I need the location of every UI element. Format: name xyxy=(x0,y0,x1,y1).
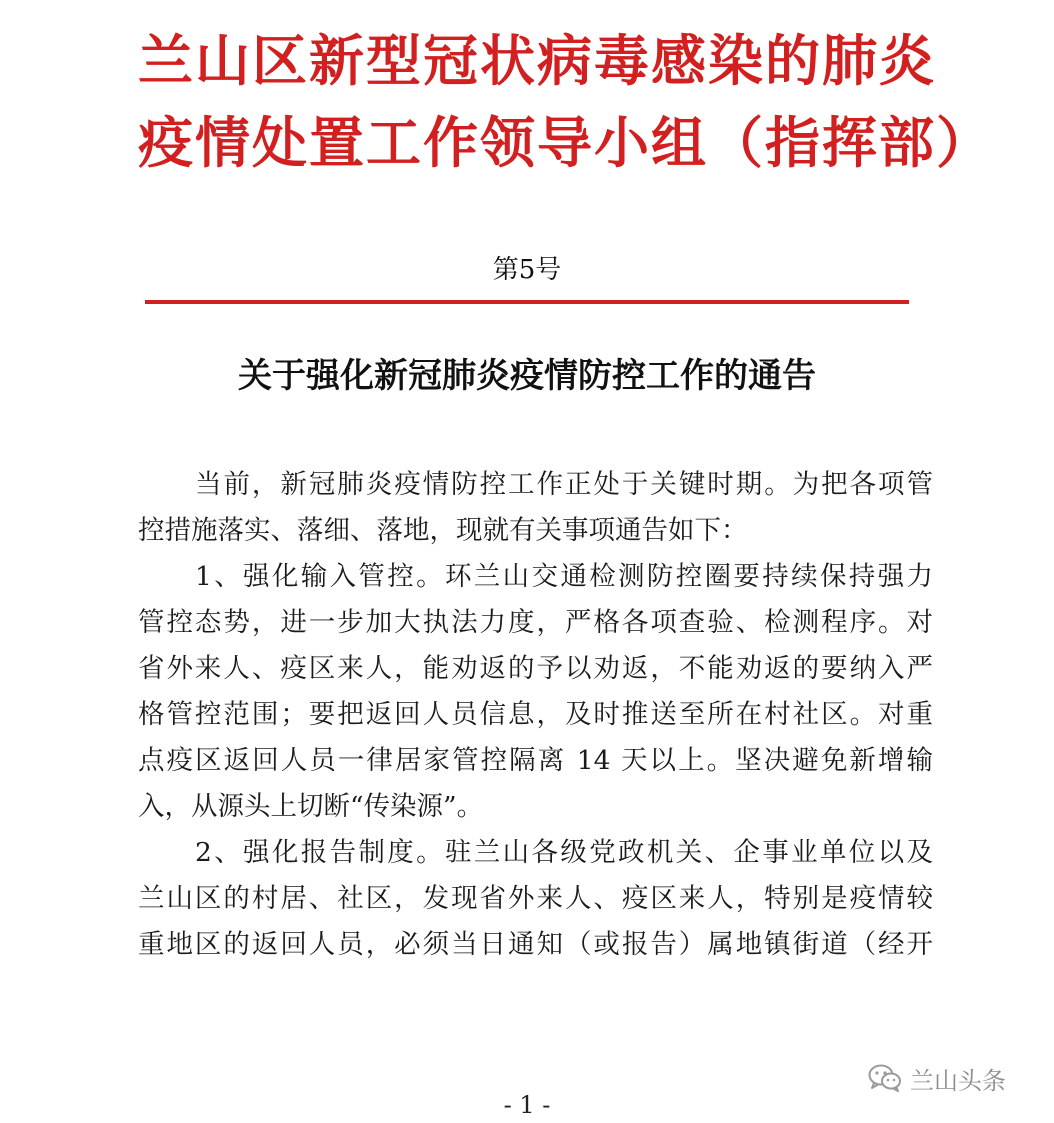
issuing-authority-header xyxy=(138,20,994,184)
body-line: 控措施落实、落细、落地，现就有关事项通告如下： xyxy=(138,515,748,546)
body-line: 1、强化输入管控。环兰山交通检测防控圈要持续保持强力 xyxy=(195,561,933,592)
header-title-line-2: 疫情处置工作领导小组（指挥部） xyxy=(138,111,994,175)
notice-title: 关于强化新冠肺炎疫情防控工作的通告 xyxy=(238,356,816,396)
body-line: 点疫区返回人员一律居家管控隔离 14 天以上。坚决避免新增输 xyxy=(138,745,933,776)
body-line: 2、强化报告制度。驻兰山各级党政机关、企事业单位以及 xyxy=(195,837,933,868)
header-title-line-1: 兰山区新型冠状病毒感染的肺炎 xyxy=(138,29,937,93)
watermark-text: 兰山头条 xyxy=(910,1066,1006,1095)
document-number: 第5号 xyxy=(492,255,562,285)
body-line: 管控态势，进一步加大执法力度，严格各项查验、检测程序。对 xyxy=(138,607,933,638)
notice-body xyxy=(138,462,933,968)
body-line: 省外来人、疫区来人，能劝返的予以劝返，不能劝返的要纳入严 xyxy=(138,653,933,684)
red-divider-line xyxy=(145,300,909,304)
body-line: 入，从源头上切断“传染源”。 xyxy=(138,791,484,822)
body-line: 重地区的返回人员，必须当日通知（或报告）属地镇街道（经开 xyxy=(138,929,933,960)
body-line: 格管控范围；要把返回人员信息，及时推送至所在村社区。对重 xyxy=(138,699,933,730)
wechat-icon xyxy=(868,1064,902,1092)
page-number: - 1 - xyxy=(503,1091,551,1119)
body-line: 当前，新冠肺炎疫情防控工作正处于关键时期。为把各项管 xyxy=(195,469,933,500)
body-line: 兰山区的村居、社区，发现省外来人、疫区来人，特别是疫情较 xyxy=(138,883,933,914)
